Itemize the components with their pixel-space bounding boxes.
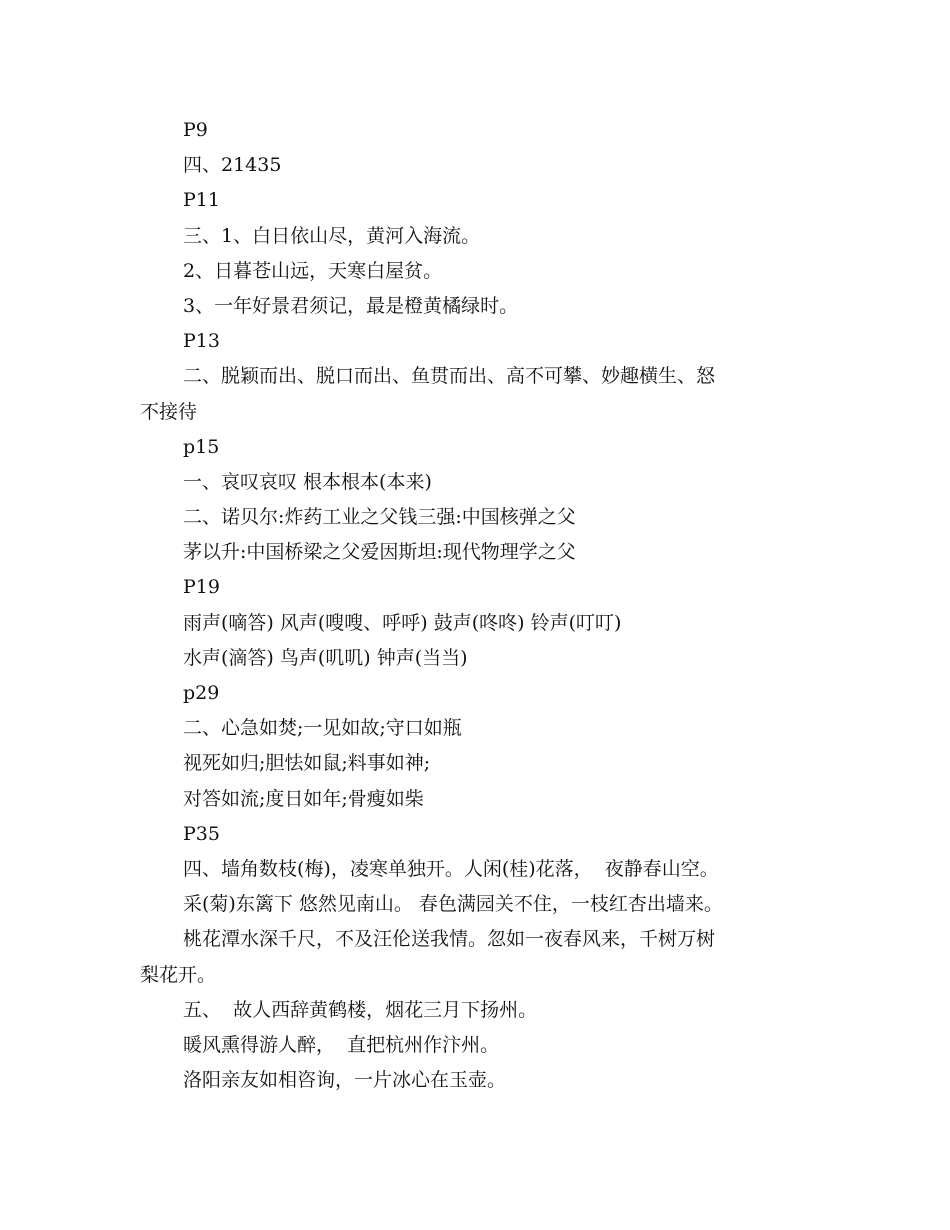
answer-line: 视死如归;胆怯如鼠;料事如神;	[183, 752, 431, 775]
page-marker-p15: p15	[183, 435, 220, 458]
answer-line: 采(菊)东篱下 悠然见南山。 春色满园关不住，一枝红杏出墙来。	[183, 893, 723, 916]
answer-line: 四、21435	[183, 154, 282, 177]
answer-line: 二、脱颖而出、脱口而出、鱼贯而出、高不可攀、妙趣横生、怒	[183, 365, 716, 388]
page-marker-p9: P9	[183, 119, 208, 141]
answer-line: 一、哀叹哀叹 根本根本(本来)	[183, 470, 432, 493]
document-body	[140, 113, 820, 1098]
answer-line: 洛阳亲友如相咨询，一片冰心在玉壶。	[183, 1069, 507, 1092]
answer-line: 三、1、白日依山尽，黄河入海流。	[183, 224, 481, 247]
answer-line: 雨声(嘀答) 风声(嗖嗖、呼呼) 鼓声(咚咚) 铃声(叮叮)	[183, 611, 622, 634]
answer-line: 2、日暮苍山远，天寒白屋贫。	[183, 259, 443, 282]
page-marker-p11: P11	[183, 189, 220, 212]
answer-line-continuation: 不接待	[140, 400, 198, 423]
answer-line: 对答如流;度日如年;骨瘦如柴	[183, 787, 424, 810]
page-marker-p35: P35	[183, 822, 220, 845]
answer-line: 二、诺贝尔:炸药工业之父钱三强:中国核弹之父	[183, 506, 576, 529]
answer-line: 水声(滴答) 鸟声(叽叽) 钟声(当当)	[183, 646, 468, 669]
answer-line: 茅以升:中国桥梁之父爱因斯坦:现代物理学之父	[183, 541, 576, 564]
answer-line: 二、心急如焚;一见如故;守口如瓶	[183, 717, 462, 740]
answer-line: 3、一年好景君须记，最是橙黄橘绿时。	[183, 294, 519, 317]
answer-line: 桃花潭水深千尺，不及汪伦送我情。忽如一夜春风来，千树万树	[183, 928, 716, 951]
answer-line-continuation: 梨花开。	[140, 963, 217, 986]
answer-line: 五、 故人西辞黄鹤楼，烟花三月下扬州。	[183, 998, 538, 1021]
page-marker-p13: P13	[183, 330, 220, 353]
page-marker-p29: p29	[183, 682, 220, 704]
page-marker-p19: P19	[183, 576, 220, 599]
answer-line: 暖风熏得游人醉， 直把杭州作汴州。	[183, 1033, 500, 1056]
answer-line: 四、墙角数枝(梅)，凌寒单独开。人闲(桂)花落， 夜静春山空。	[183, 857, 719, 880]
